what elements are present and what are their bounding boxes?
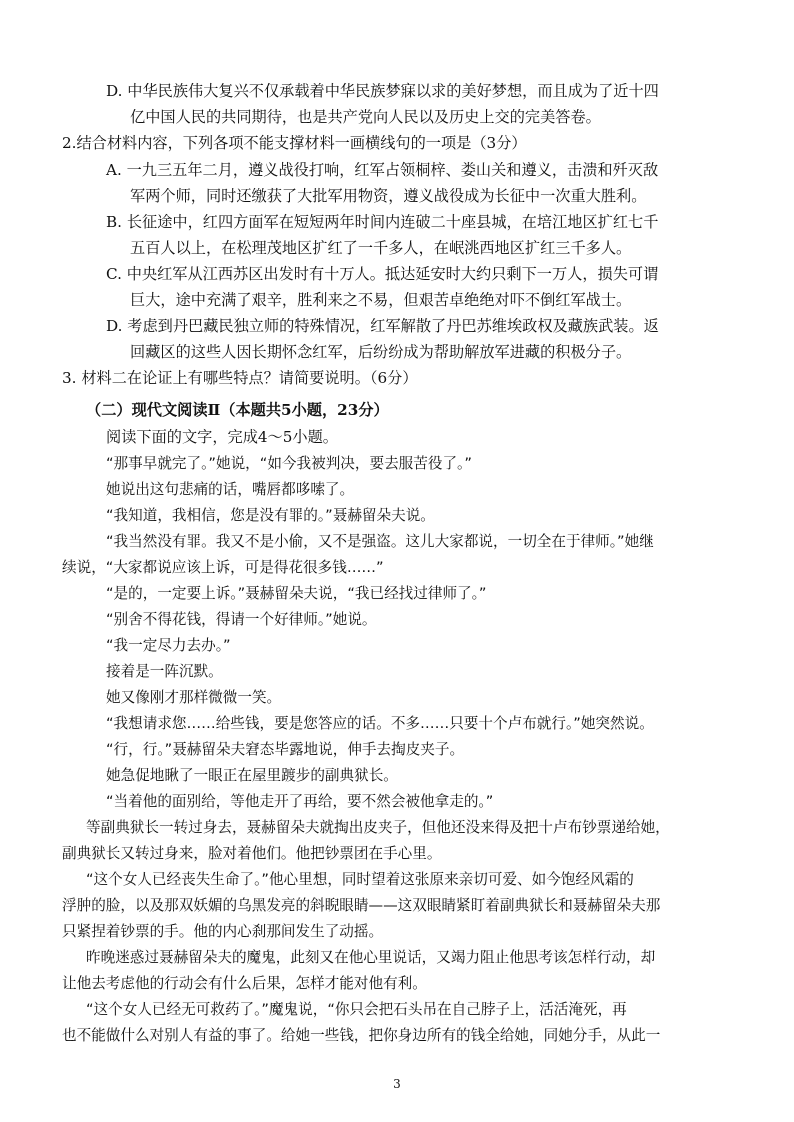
- text-line: 五百人以上，在松理茂地区扩红了一千多人，在岷洮西地区扩红三千多人。: [130, 239, 632, 257]
- text-line: 昨晚迷惑过聂赫留朵夫的魔鬼，此刻又在他心里说话，又竭力阻止他思考该怎样行动，却: [86, 949, 656, 966]
- text-line: D. 中华民族伟大复兴不仅承载着中华民族梦寐以求的美好梦想，而且成为了近十四: [106, 82, 659, 100]
- text-line: “别舍不得花钱，得请一个好律师。”她说。: [106, 611, 377, 628]
- text-line: A. 一九三五年二月，遵义战役打响，红军占领桐梓、娄山关和遵义，击溃和歼灭敌: [106, 161, 659, 179]
- text-line: “行，行。”聂赫留朵夫窘态毕露地说，伸手去掏皮夹子。: [106, 741, 465, 758]
- text-line: “当着他的面别给，等他走开了再给，要不然会被他拿走的。”: [106, 793, 494, 810]
- text-line: 续说，“大家都说应该上诉，可是得花很多钱……”: [62, 559, 384, 576]
- text-line: “这个女人已经丧失生命了。”他心里想，同时望着这张原来亲切可爱、如今饱经风霜的: [86, 871, 634, 888]
- text-line: 3. 材料二在论证上有哪些特点？请简要说明。（6分）: [62, 369, 418, 387]
- text-line: “那事早就完了。”她说，“如今我被判决，要去服苦役了。”: [106, 455, 472, 472]
- text-line: 亿中国人民的共同期待，也是共产党向人民以及历史上交的完美答卷。: [130, 108, 601, 126]
- text-line: 巨大，途中充满了艰辛，胜利来之不易，但艰苦卓绝绝对吓不倒红军战士。: [130, 291, 632, 309]
- text-line: C. 中央红军从江西苏区出发时有十万人。抵达延安时大约只剩下一万人，损失可谓: [106, 265, 659, 283]
- text-line: “我一定尽力去办。”: [106, 637, 231, 654]
- text-line: 也不能做什么对别人有益的事了。给她一些钱，把你身边所有的钱全给她，同她分手，从此一: [62, 1027, 661, 1044]
- page-number: 3: [393, 1077, 401, 1091]
- text-line: D. 考虑到丹巴藏民独立师的特殊情况，红军解散了丹巴苏维埃政权及藏族武装。返: [106, 317, 659, 335]
- text-line: 她急促地瞅了一眼正在屋里踱步的副典狱长。: [106, 767, 398, 784]
- text-line: 副典狱长又转过身来，脸对着他们。他把钞票团在手心里。: [62, 845, 442, 862]
- text-line: 只紧捏着钞票的手。他的内心刹那间发生了动摇。: [62, 923, 384, 940]
- text-line: 她又像刚才那样微微一笑。: [106, 689, 282, 706]
- text-line: 她说出这句悲痛的话，嘴唇都哆嗦了。: [106, 481, 355, 498]
- text-line: 等副典狱长一转过身去，聂赫留朵夫就掏出皮夹子，但他还没来得及把十卢布钞票递给她，: [86, 819, 670, 836]
- text-line: 接着是一阵沉默。: [106, 663, 223, 680]
- text-line: “这个女人已经无可救药了。”魔鬼说，“你只会把石头吊在自己脖子上，活活淹死，再: [86, 1001, 627, 1018]
- text-line: 2.结合材料内容，下列各项不能支撑材料一画横线句的一项是（3分）: [62, 134, 527, 152]
- text-line: 让他去考虑他的行动会有什么后果，怎样才能对他有利。: [62, 975, 427, 992]
- text-line: “我当然没有罪。我又不是小偷，又不是强盗。这儿大家都说，一切全在于律师。”她继: [106, 533, 654, 550]
- text-line: 阅读下面的文字，完成4～5小题。: [106, 428, 338, 446]
- text-line: （二）现代文阅读Ⅱ（本题共5小题，23分）: [86, 401, 389, 419]
- text-line: “是的，一定要上诉。”聂赫留朵夫说，“我已经找过律师了。”: [106, 585, 487, 602]
- text-line: 军两个师，同时还缴获了大批军用物资，遵义战役成为长征中一次重大胜利。: [130, 187, 647, 205]
- text-line: “我知道，我相信，您是没有罪的。”聂赫留朵夫说。: [106, 507, 435, 524]
- text-line: 回藏区的这些人因长期怀念红军，后纷纷成为帮助解放军进藏的积极分子。: [130, 343, 632, 361]
- text-line: B. 长征途中，红四方面军在短短两年时间内连破二十座县城，在培江地区扩红七千: [106, 213, 659, 231]
- text-line: “我想请求您……给些钱，要是您答应的话。不多……只要十个卢布就行。”她突然说。: [106, 715, 654, 732]
- text-line: 浮肿的脸，以及那双妖媚的乌黑发亮的斜睨眼睛——这双眼睛紧盯着副典狱长和聂赫留朵夫那: [62, 897, 661, 914]
